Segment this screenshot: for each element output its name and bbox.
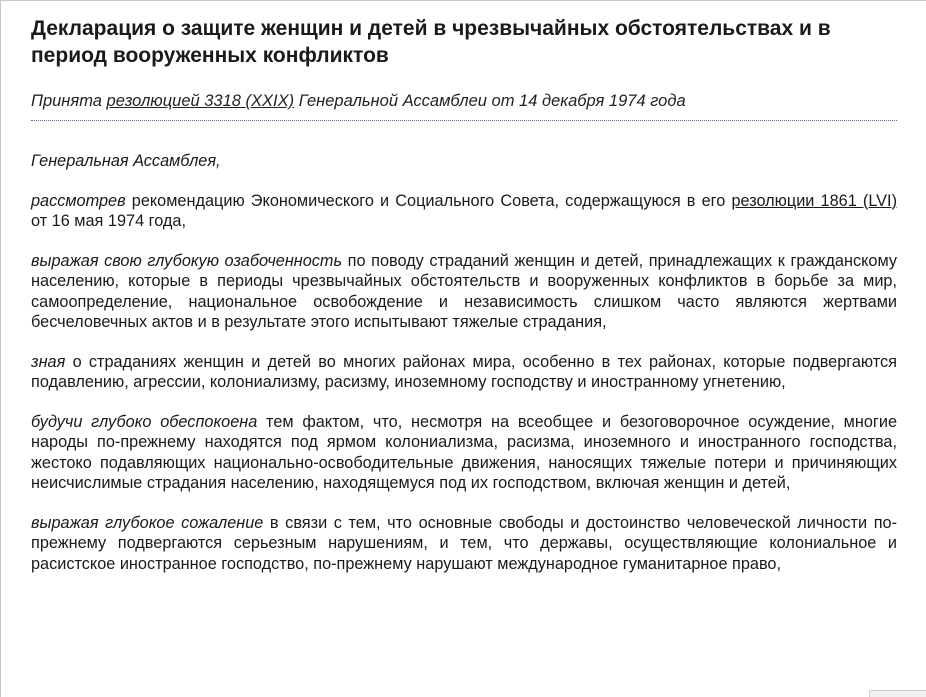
paragraph-tail: от 16 мая 1974 года,: [31, 212, 186, 230]
document-title: Декларация о защите женщин и детей в чрезвычайных обстоятельствах и в период вооруженных конфликтов: [31, 17, 831, 67]
paragraph-general-assembly: [31, 151, 897, 172]
paragraph-lead: выражая свою глубокую озабоченность: [31, 251, 343, 270]
paragraph-text: о страданиях женщин и детей во многих районах мира, особенно в тех районах, которые подвергаются подавлению, агрессии, колониализму, расизму, иноземному господству и иностранному угнетению,: [31, 352, 897, 391]
adoption-prefix: Принята: [31, 92, 107, 110]
paragraph-deep-regret: [31, 513, 897, 575]
paragraph-text: тем фактом, что, несмотря на всеобщее и безоговорочное осуждение, многие народы по-прежнему находятся под ярмом колониализма, расизма, иноземного и иностранного господства, жестоко подавляющих национально-освободительные движения, наносящих тяжелые потери и причиняющих неисчислимые страдания населению, находящемуся под их господством, включая женщин и детей,: [31, 412, 898, 492]
paragraph-aware: [31, 352, 897, 393]
resolution-1861-link[interactable]: резолюции 1861 (LVI): [731, 191, 897, 210]
paragraph-having-considered: [31, 191, 897, 232]
paragraph-gravely-concerned: [31, 412, 897, 494]
horizontal-scrollbar[interactable]: [869, 690, 926, 697]
paragraph-lead: рассмотрев: [31, 191, 126, 210]
dotted-divider: [31, 120, 897, 121]
paragraph-lead: будучи глубоко обеспокоена: [31, 412, 258, 431]
adoption-suffix: Генеральной Ассамблеи от 14 декабря 1974 года: [294, 92, 686, 110]
document-body: [31, 151, 897, 574]
paragraph-text: по поводу страданий женщин и детей, принадлежащих к гражданскому населению, которые в периоды чрезвычайных обстоятельств и вооруженных конфликтов в борьбе за мир, самоопределение, национальное освобождение и независимость слишком часто являются жертвами бесчеловечных актов и в результате этого испытывают тяжелые страдания,: [31, 251, 897, 331]
paragraph-lead: зная: [31, 352, 66, 371]
paragraph-deep-concern: [31, 251, 897, 333]
resolution-3318-link[interactable]: резолюцией 3318 (XXIX): [106, 92, 295, 110]
paragraph-text: в связи с тем, что основные свободы и достоинство человеческой личности по-прежнему подвергаются серьезным нарушениям, и тем, что державы, осуществляющие колониальное и расистское иностранное господство, по-прежнему нарушают международное гуманитарное право,: [31, 513, 897, 573]
paragraph-lead: выражая глубокое сожаление: [31, 513, 264, 532]
adoption-note: [31, 91, 897, 112]
paragraph-lead: Генеральная Ассамблея,: [31, 152, 221, 170]
document-content: [31, 15, 897, 593]
paragraph-text: рекомендацию Экономического и Социального Совета, содержащуюся в его: [125, 191, 732, 210]
